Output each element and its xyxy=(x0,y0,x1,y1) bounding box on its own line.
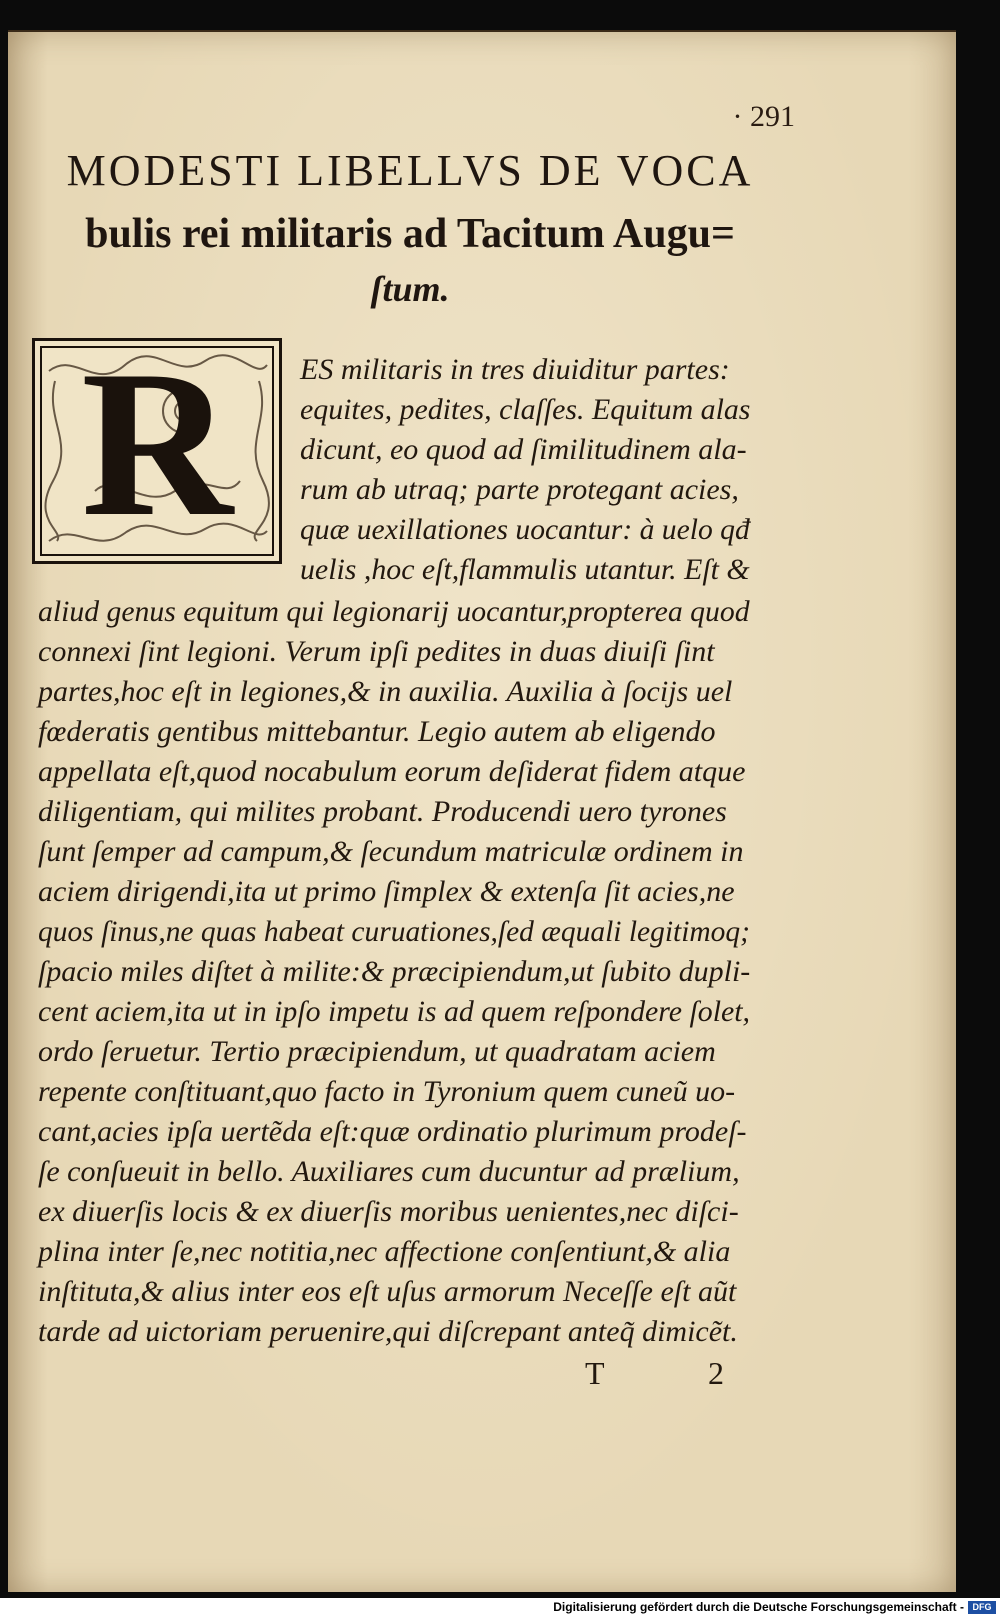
text-line: ES militaris in tres diuiditur partes: xyxy=(300,353,730,386)
text-line: equites, pedites, claſſes. Equitum alas xyxy=(300,393,751,426)
text-line: partes,hoc eſt in legiones,& in auxilia. Auxilia à ſocijs uel xyxy=(38,675,733,708)
text-line: aliud genus equitum qui legionarij uocantur,propterea quod xyxy=(38,595,750,628)
text-line: quos ſinus,ne quas habeat curuationes,ſed æquali legitimoq; xyxy=(38,915,750,948)
text-line: diligentiam, qui milites probant. Producendi uero tyrones xyxy=(38,795,727,828)
title-line-2: bulis rei militaris ad Tacitum Augu= xyxy=(85,211,735,257)
text-line: ſe conſueuit in bello. Auxiliares cum ducuntur ad prælium, xyxy=(38,1155,740,1188)
text-line: uelis ,hoc eſt,flammulis utantur. Eſt & xyxy=(300,553,750,586)
text-line: repente conſtituant,quo facto in Tyronium quem cuneũ uo- xyxy=(38,1075,736,1108)
text-line: cent aciem,ita ut in ipſo impetu is ad quem reſpondere ſolet, xyxy=(38,995,750,1028)
text-line: connexi ſint legioni. Verum ipſi pedites in duas diuiſi ſint xyxy=(38,635,715,668)
text-line: ſunt ſemper ad campum,& ſecundum matriculæ ordinem in xyxy=(38,835,744,868)
footer-credit: Digitalisierung gefördert durch die Deutsche Forschungsgemeinschaft - xyxy=(553,1600,964,1614)
text-line: ex diuerſis locis & ex diuerſis moribus uenientes,nec diſci- xyxy=(38,1195,739,1228)
text-line: cant,acies ipſa uertẽda eſt:quæ ordinatio plurimum prodeſ- xyxy=(38,1115,747,1148)
text-line: aciem dirigendi,ita ut primo ſimplex & extenſa ſit acies,ne xyxy=(38,875,735,908)
initial-letter: R xyxy=(81,328,233,560)
text-line: ordo ſeruetur. Tertio præcipiendum, ut quadratam aciem xyxy=(38,1035,716,1068)
text-line: tarde ad uictoriam peruenire,qui diſcrepant anteq̃ dimicẽt. xyxy=(38,1315,738,1348)
text-line: rum ab utraq; parte protegant acies, xyxy=(300,473,739,506)
text-line: quæ uexillationes uocantur: à uelo qđ xyxy=(300,513,750,546)
title-line-1: MODESTI LIBELLVS DE VOCA xyxy=(66,146,754,195)
text-line: fœderatis gentibus mittebantur. Legio autem ab eligendo xyxy=(38,715,716,748)
dfg-logo-icon: DFG xyxy=(968,1601,996,1614)
text-line: appellata eſt,quod nocabulum eorum deſiderat fidem atque xyxy=(38,755,746,788)
decorated-initial xyxy=(32,328,282,564)
text-line: plina inter ſe,nec notitia,nec affectione conſentiunt,& alia xyxy=(38,1235,731,1268)
text-line: ſpacio miles diſtet à milite:& præcipiendum,ut ſubito dupli- xyxy=(38,955,751,988)
title-line-3: ſtum. xyxy=(370,269,450,309)
text-line: inſtituta,& alius inter eos eſt uſus armorum Neceſſe eſt aũt xyxy=(38,1275,737,1308)
page-number: · 291 xyxy=(732,100,795,133)
text-line: dicunt, eo quod ad ſimilitudinem ala- xyxy=(300,433,747,466)
signature-mark: T 2 xyxy=(585,1355,772,1391)
